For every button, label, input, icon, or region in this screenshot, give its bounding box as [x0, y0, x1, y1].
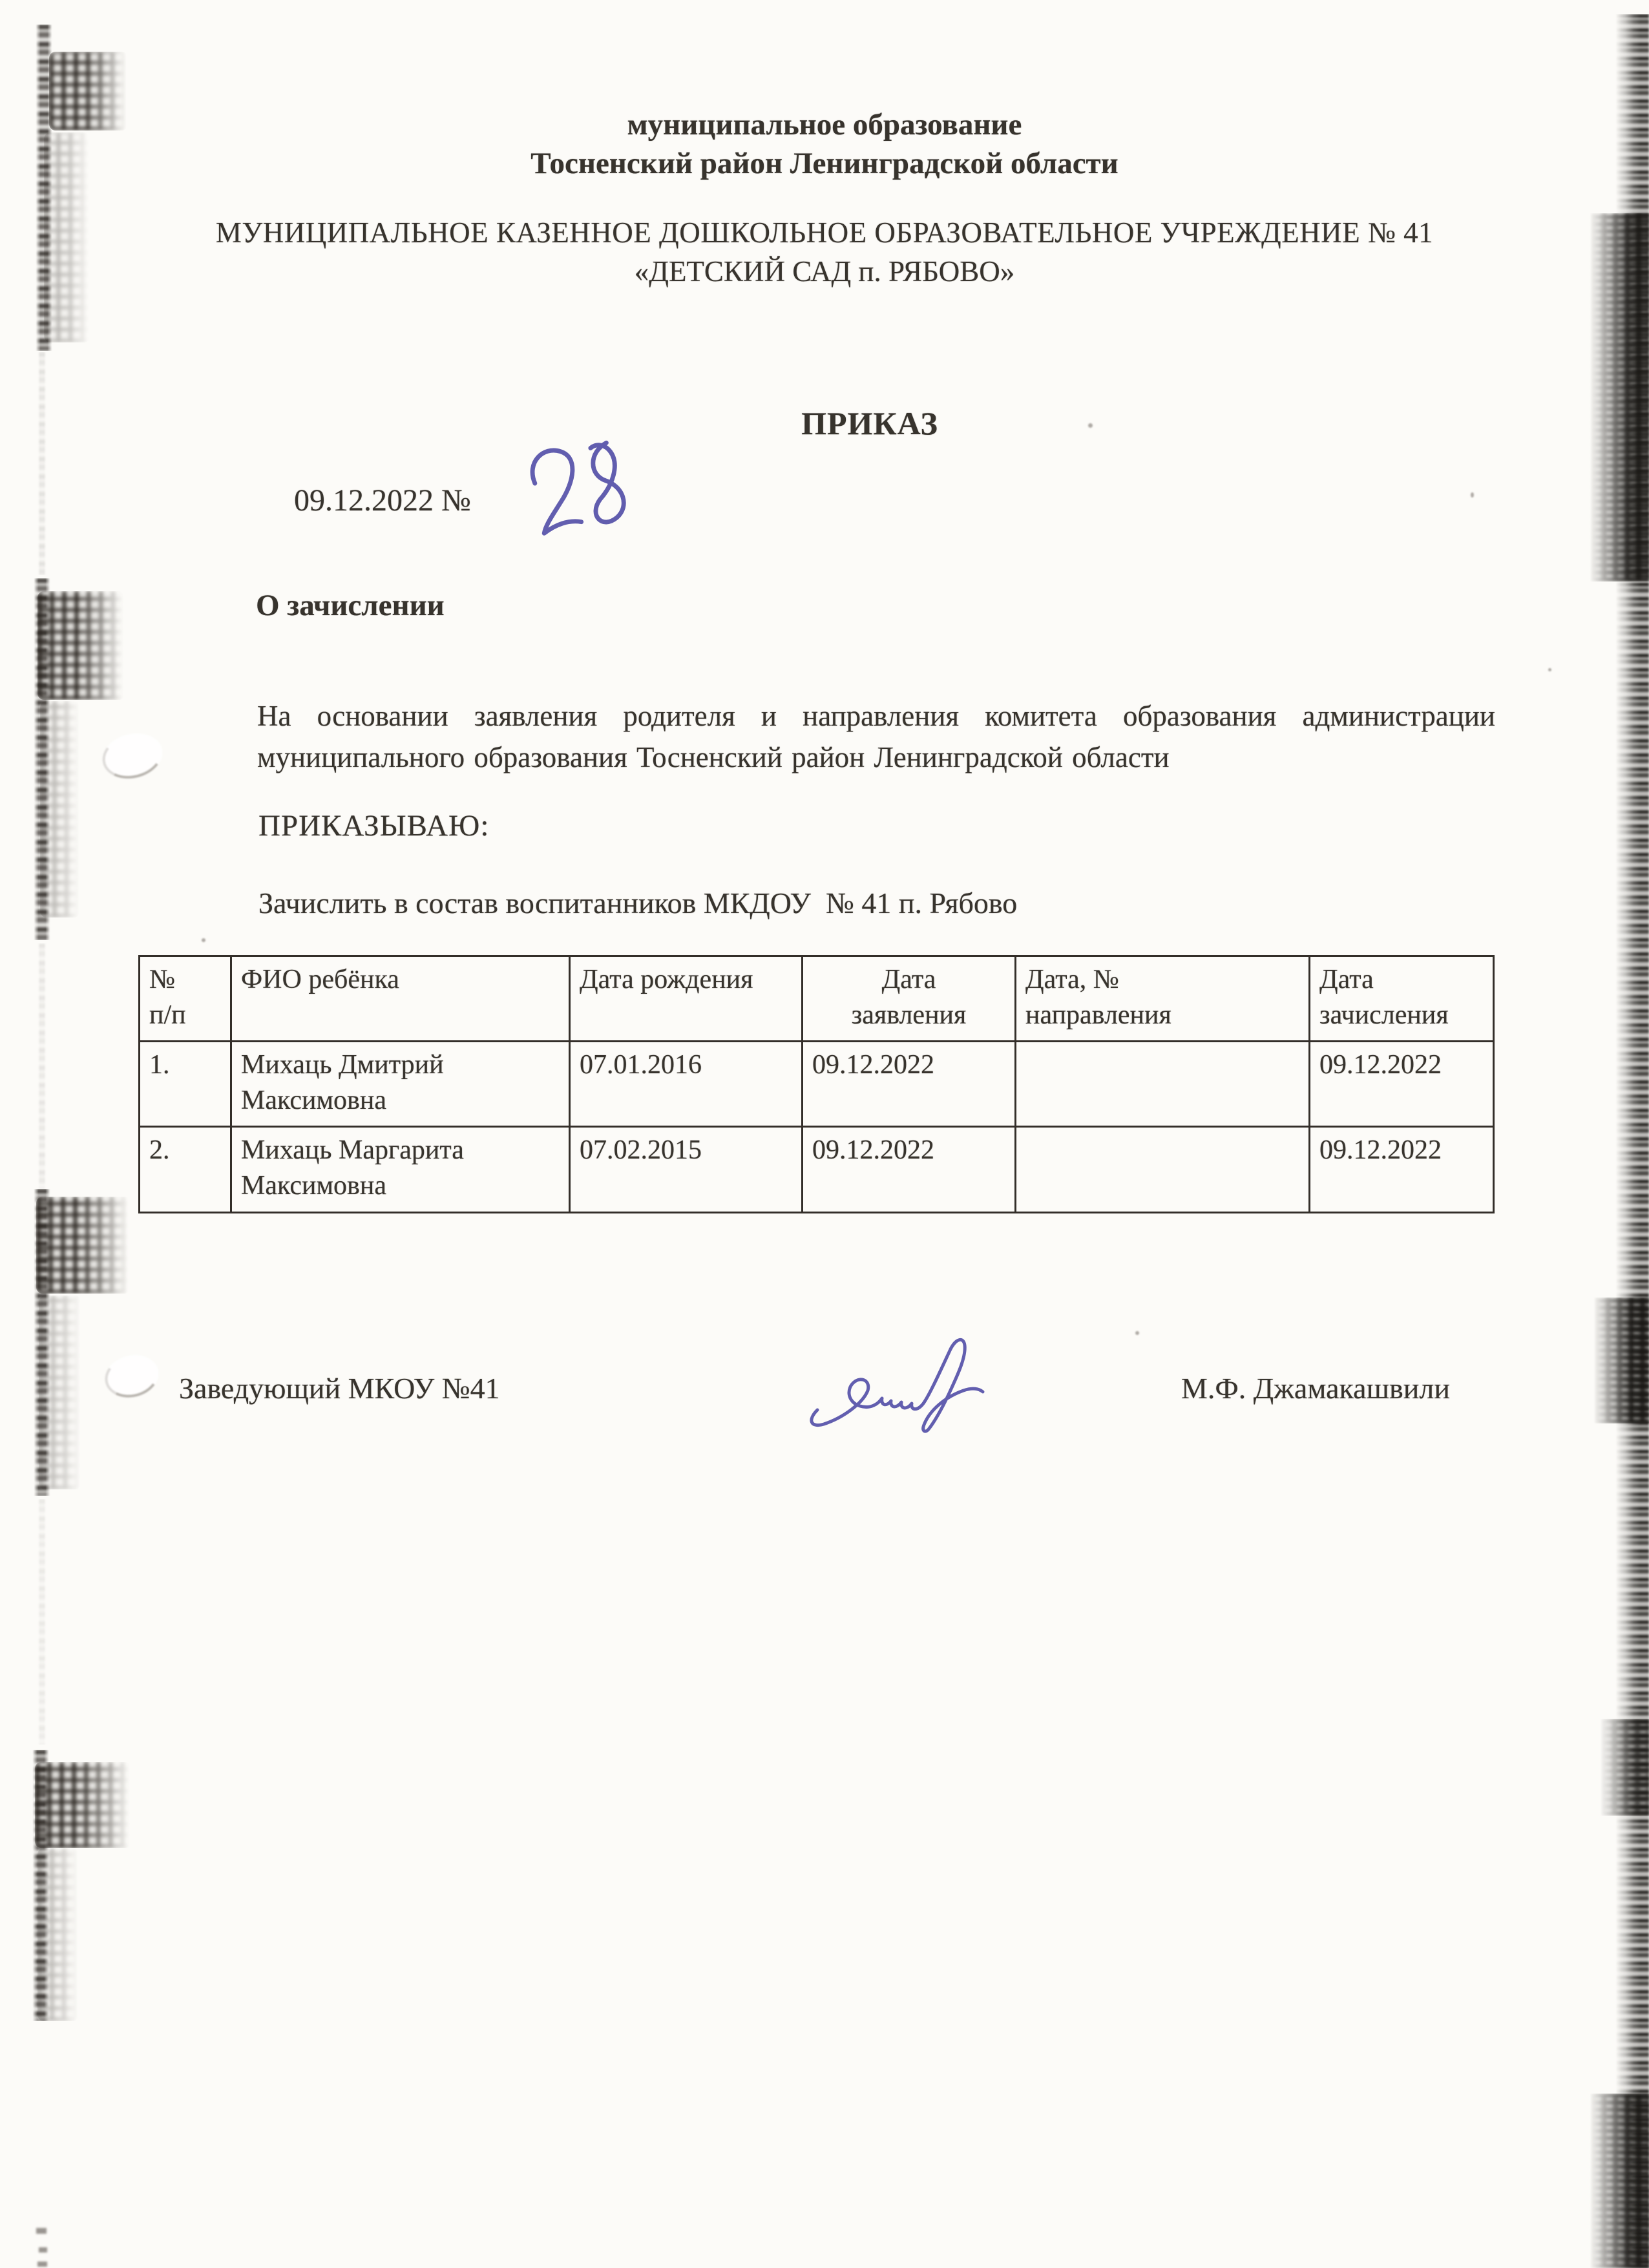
handwritten-order-number-ink [510, 432, 659, 541]
scan-smudge-left-spine-4 [32, 1750, 49, 2021]
scan-smudge-left-spine-3 [34, 1189, 50, 1496]
table-row [140, 1127, 1494, 1212]
col-header-child-name: ФИО ребёнка [231, 956, 570, 1042]
scan-smudge-left-blob-3 [36, 1197, 131, 1294]
col-header-row-number: № п/п [140, 956, 231, 1042]
scan-mark-bottom-left-2 [39, 2247, 47, 2252]
cell-enrollment-date: 09.12.2022 [1310, 1127, 1494, 1212]
col-header-referral: Дата, № направления [1016, 956, 1310, 1042]
scan-mark-bottom-left-1 [36, 2228, 47, 2234]
col-header-application-date: Дата заявления [803, 956, 1016, 1042]
order-directive-line: Зачислить в состав воспитанников МКДОУ № 41 п. Рябово [258, 887, 1018, 919]
cell-birth-date: 07.02.2015 [570, 1127, 803, 1212]
hole-punch-mark-1 [98, 728, 167, 785]
signatory-name: М.Ф. Джамакашвили [1181, 1372, 1450, 1405]
scan-speck-1 [1088, 423, 1093, 428]
letterhead-institution-line2: «ДЕТСКИЙ САД п. РЯБОВО» [634, 255, 1015, 288]
hole-punch-mark-2 [101, 1350, 163, 1403]
letterhead-institution-line1: МУНИЦИПАЛЬНОЕ КАЗЕННОЕ ДОШКОЛЬНОЕ ОБРАЗОВАТЕЛЬНОЕ УЧРЕЖДЕНИЕ № 41 [215, 216, 1434, 249]
table-row [140, 1042, 1494, 1127]
cell-referral [1016, 1042, 1310, 1127]
handwritten-signature-ink [804, 1328, 998, 1451]
order-basis-paragraph: На основании заявления родителя и направления комитета образования администрации муниципального образования Тосненский район Ленинградской области [257, 700, 1495, 774]
scan-smudge-left-blob-2 [37, 591, 125, 700]
scan-smudge-left-marks-2 [40, 701, 80, 918]
cell-child-name: Михаць Дмитрий Максимовна [231, 1042, 570, 1127]
letterhead-municipality-line2: Тосненский район Ленинградской области [530, 147, 1119, 180]
scan-smudge-left-spine-1 [36, 25, 52, 351]
enrollment-table-header-row [140, 956, 1494, 1042]
scan-mark-bottom-left-3 [37, 2262, 47, 2267]
order-decree-verb: ПРИКАЗЫВАЮ: [258, 809, 490, 843]
handwritten-order-number [510, 432, 659, 541]
cell-birth-date: 07.01.2016 [570, 1042, 803, 1127]
cell-referral [1016, 1127, 1310, 1212]
scan-smudge-left-faint-3 [37, 1499, 47, 1745]
scan-shadow-right-band [1615, 14, 1649, 2268]
col-header-birth-date: Дата рождения [570, 956, 803, 1042]
scan-shadow-right-blob-4 [1590, 2094, 1649, 2268]
cell-application-date: 09.12.2022 [803, 1127, 1016, 1212]
cell-application-date: 09.12.2022 [803, 1042, 1016, 1127]
document-title: ПРИКАЗ [801, 405, 938, 441]
scan-smudge-left-marks-4 [37, 1848, 79, 2021]
cell-enrollment-date: 09.12.2022 [1310, 1042, 1494, 1127]
cell-row-number: 1. [140, 1042, 231, 1127]
scan-speck-3 [1135, 1331, 1139, 1335]
handwritten-signature [804, 1328, 998, 1451]
scan-smudge-left-blob-4 [35, 1762, 132, 1848]
scan-shadow-right-blob-3 [1600, 1719, 1649, 1816]
cell-row-number: 2. [140, 1127, 231, 1212]
scan-smudge-left-faint-2 [37, 943, 47, 1189]
scan-speck-5 [1471, 492, 1474, 498]
signatory-position-label: Заведующий МКОУ №41 [179, 1372, 500, 1405]
scan-shadow-right-blob-2 [1593, 1297, 1649, 1423]
letterhead-municipality-line1: муниципальное образование [627, 108, 1022, 142]
scan-smudge-left-marks-3 [39, 1296, 81, 1489]
scan-smudge-left-faint-1 [37, 352, 47, 575]
order-date-and-number: 09.12.2022 № [294, 483, 471, 518]
scan-smudge-left-spine-2 [34, 578, 50, 940]
col-header-enrollment-date: Дата зачисления [1310, 956, 1494, 1042]
enrollment-table [138, 955, 1495, 1213]
cell-child-name: Михаць Маргарита Максимовна [231, 1127, 570, 1212]
order-subject: О зачислении [256, 589, 445, 622]
scan-speck-2 [202, 938, 205, 942]
scan-speck-4 [1548, 668, 1551, 671]
